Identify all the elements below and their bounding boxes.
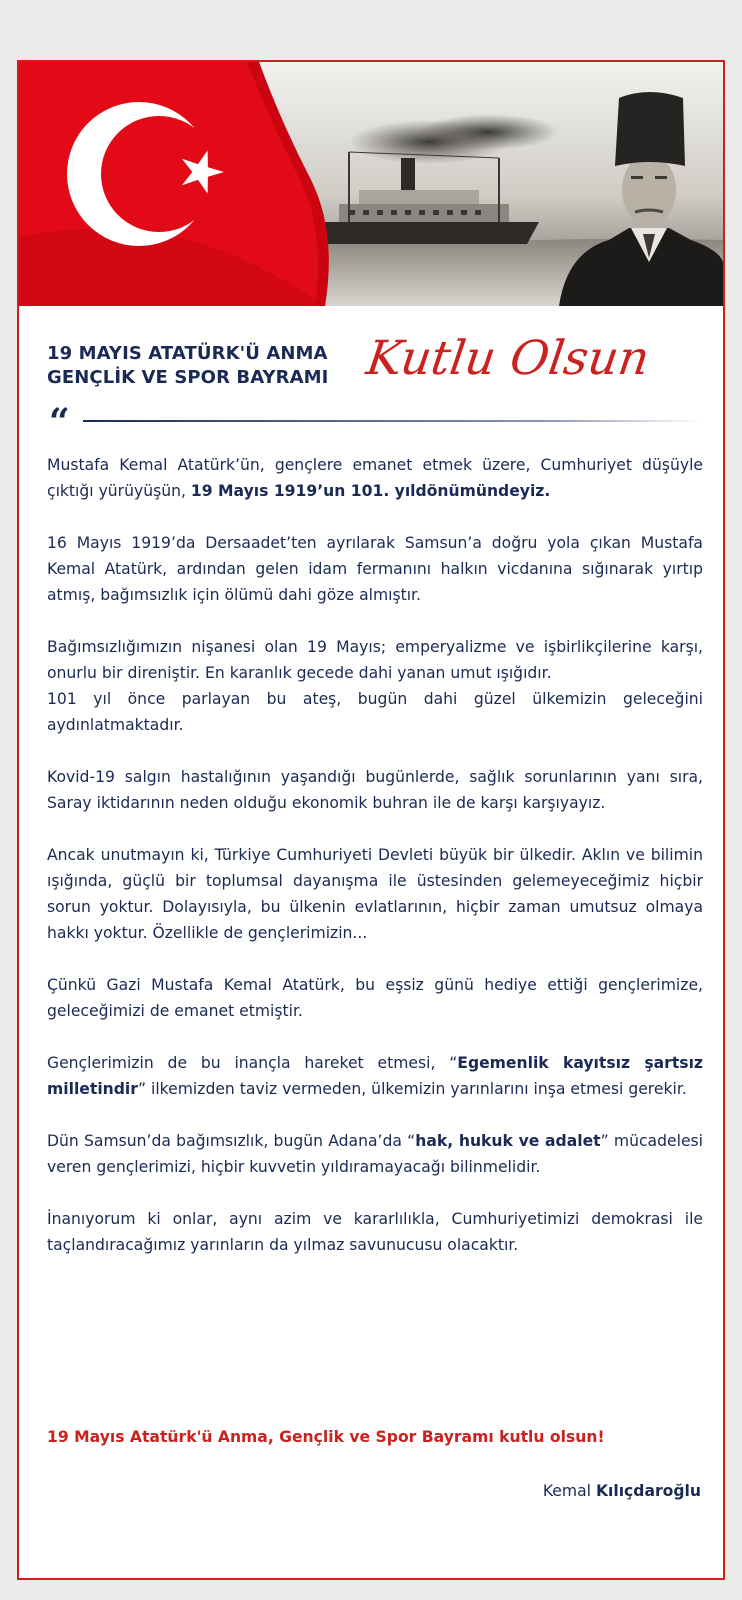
event-title-line1: 19 MAYIS ATATÜRK'Ü ANMA [47, 343, 328, 364]
paragraph-text: Çünkü Gazi Mustafa Kemal Atatürk, bu eşsiz günü hediye ettiği gençlerimize, geleceğimizi de emanet etmiştir. [47, 976, 703, 1020]
body-paragraph [47, 842, 703, 946]
divider-line [83, 420, 703, 422]
signature [543, 1478, 701, 1504]
announcement-card [17, 60, 725, 1580]
body-paragraph [47, 1206, 703, 1258]
quote-mark-icon: “ [49, 401, 70, 443]
closing-greeting: 19 Mayıs Atatürk'ü Anma, Gençlik ve Spor Bayramı kutlu olsun! [47, 1428, 605, 1446]
paragraph-text: ” ilkemizden taviz vermeden, ülkemizin yarınlarını inşa etmesi gerekir. [137, 1080, 687, 1098]
paragraph-text: Gençlerimizin de bu inançla hareket etmesi, “ [47, 1054, 458, 1072]
body-paragraph [47, 452, 703, 504]
paragraph-text: 101 yıl önce parlayan bu ateş, bugün dahi güzel ülkemizin geleceğini aydınlatmaktadır. [47, 690, 703, 734]
body-paragraph [47, 1050, 703, 1102]
paragraph-text: Dün Samsun’da bağımsızlık, bugün Adana’da “ [47, 1132, 416, 1150]
emphasis-text: Egemenlik kayıtsız şartsız milletindir [47, 1054, 703, 1098]
event-title [47, 342, 328, 390]
kutlu-olsun-script: Kutlu Olsun [363, 331, 653, 386]
header-banner [19, 62, 723, 306]
paragraph-text: Kovid-19 salgın hastalığının yaşandığı bugünlerde, sağlık sorunlarının yanı sıra, Saray iktidarının neden olduğu ekonomik buhran ile de karşı karşıyayız. [47, 768, 703, 812]
signature-first-name: Kemal [542, 1482, 596, 1500]
paragraph-text: Ancak unutmayın ki, Türkiye Cumhuriyeti Devleti büyük bir ülkedir. Aklın ve bilimin ışığında, güçlü bir toplumsal dayanışma ile üstesinden gelemeyeceğimiz hiçbir sorun yoktur. Dolayısıyla, bu ülkenin evlatlarının, hiçbir zaman umutsuz olmaya hakkı yoktur. Özellikle de gençlerimizin... [47, 846, 703, 942]
body-paragraph [47, 530, 703, 608]
body-paragraph [47, 972, 703, 1024]
emphasis-text: hak, hukuk ve adalet [415, 1132, 601, 1150]
body-paragraph [47, 634, 703, 738]
paragraph-text: 16 Mayıs 1919’da Dersaadet’ten ayrılarak Samsun’a doğru yola çıkan Mustafa Kemal Atatürk, ardından gelen idam fermanını halkın vicdanına sığınarak yırtıp atmış, bağımsızlık için ölümü dahi göze almıştır. [47, 534, 703, 604]
signature-last-name: Kılıçdaroğlu [595, 1482, 701, 1500]
message-body [47, 452, 703, 1258]
paragraph-text: ” mücadelesi veren gençlerimizi, hiçbir kuvvetin yıldıramayacağı bilinmelidir. [47, 1132, 703, 1176]
emphasis-text: 19 Mayıs 1919’un 101. yıldönümündeyiz. [190, 482, 551, 500]
paragraph-text: Mustafa Kemal Atatürk’ün, gençlere emanet etmek üzere, Cumhuriyet düşüyle çıktığı yürüyüşün, [47, 456, 703, 500]
event-title-line2: GENÇLİK VE SPOR BAYRAMI [47, 367, 329, 388]
banner-illustration [19, 62, 723, 306]
body-paragraph [47, 1128, 703, 1180]
paragraph-text: Bağımsızlığımızın nişanesi olan 19 Mayıs; emperyalizme ve işbirlikçilerine karşı, onurlu bir direniştir. En karanlık gecede dahi yanan umut ışığıdır. [47, 638, 703, 682]
paragraph-text: İnanıyorum ki onlar, aynı azim ve kararlılıkla, Cumhuriyetimizi demokrasi ile taçlandıracağımız yarınların da yılmaz savunucusu olacaktır. [47, 1210, 703, 1254]
body-paragraph [47, 764, 703, 816]
